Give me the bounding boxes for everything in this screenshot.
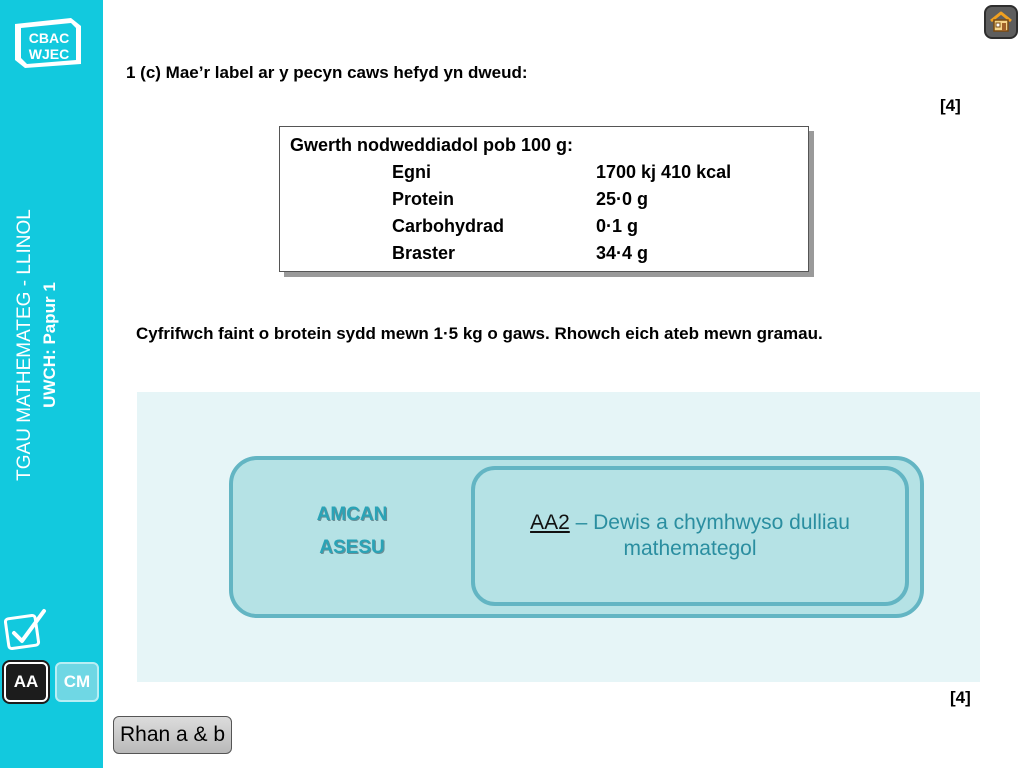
objective-detail-text: [493, 510, 887, 562]
aa-badge-button[interactable]: AA: [4, 662, 48, 702]
part-ab-button[interactable]: Rhan a & b: [113, 716, 232, 754]
nutrition-row: [392, 216, 792, 243]
nutrition-title: Gwerth nodweddiadol pob 100 g:: [290, 135, 574, 155]
paper-level: UWCH: Papur 1: [40, 282, 59, 408]
cbac-wjec-logo: [13, 16, 83, 70]
marks-bottom: [4]: [950, 688, 971, 707]
logo-text-bottom: WJEC: [28, 46, 70, 62]
checkbox-icon[interactable]: [4, 607, 50, 653]
logo-text-top: CBAC: [28, 30, 70, 46]
nutrition-row-value: 1700 kj 410 kcal: [596, 162, 732, 182]
assessment-objective-detail: [471, 466, 909, 606]
question-heading: 1 (c) Mae’r label ar y pecyn caws hefyd yn dweud:: [126, 63, 528, 82]
marks-top: [4]: [940, 96, 961, 115]
course-title: TGAU MATHEMATEG - LLINOL: [14, 209, 35, 481]
nutrition-row: [392, 189, 792, 216]
cm-badge-button[interactable]: CM: [55, 662, 99, 702]
nutrition-label: [279, 126, 809, 272]
nutrition-row-value: 34·4 g: [596, 243, 649, 263]
objective-description: – Dewis a chymhwyso dulliau mathemategol: [569, 511, 850, 560]
objective-code: AA2: [530, 511, 570, 534]
task-text: Cyfrifwch faint o brotein sydd mewn 1·5 kg o gaws. Rhowch eich ateb mewn gramau.: [136, 324, 823, 343]
objective-label-line2: ASESU: [319, 537, 385, 558]
nutrition-row-name: Egni: [392, 162, 431, 182]
sidebar-vertical-title: [12, 145, 92, 545]
assessment-objective-label: [252, 498, 452, 564]
nutrition-row-value: 0·1 g: [596, 216, 639, 236]
nutrition-row-value: 25·0 g: [596, 189, 649, 209]
nutrition-row-name: Braster: [392, 243, 456, 263]
sidebar: [0, 0, 103, 768]
nutrition-row: [392, 243, 792, 270]
objective-label-line1: AMCAN: [316, 504, 388, 525]
nutrition-row: [392, 162, 792, 189]
nutrition-row-name: Carbohydrad: [392, 216, 505, 236]
home-button[interactable]: [984, 5, 1018, 39]
home-icon: [989, 10, 1013, 34]
nutrition-row-name: Protein: [392, 189, 455, 209]
